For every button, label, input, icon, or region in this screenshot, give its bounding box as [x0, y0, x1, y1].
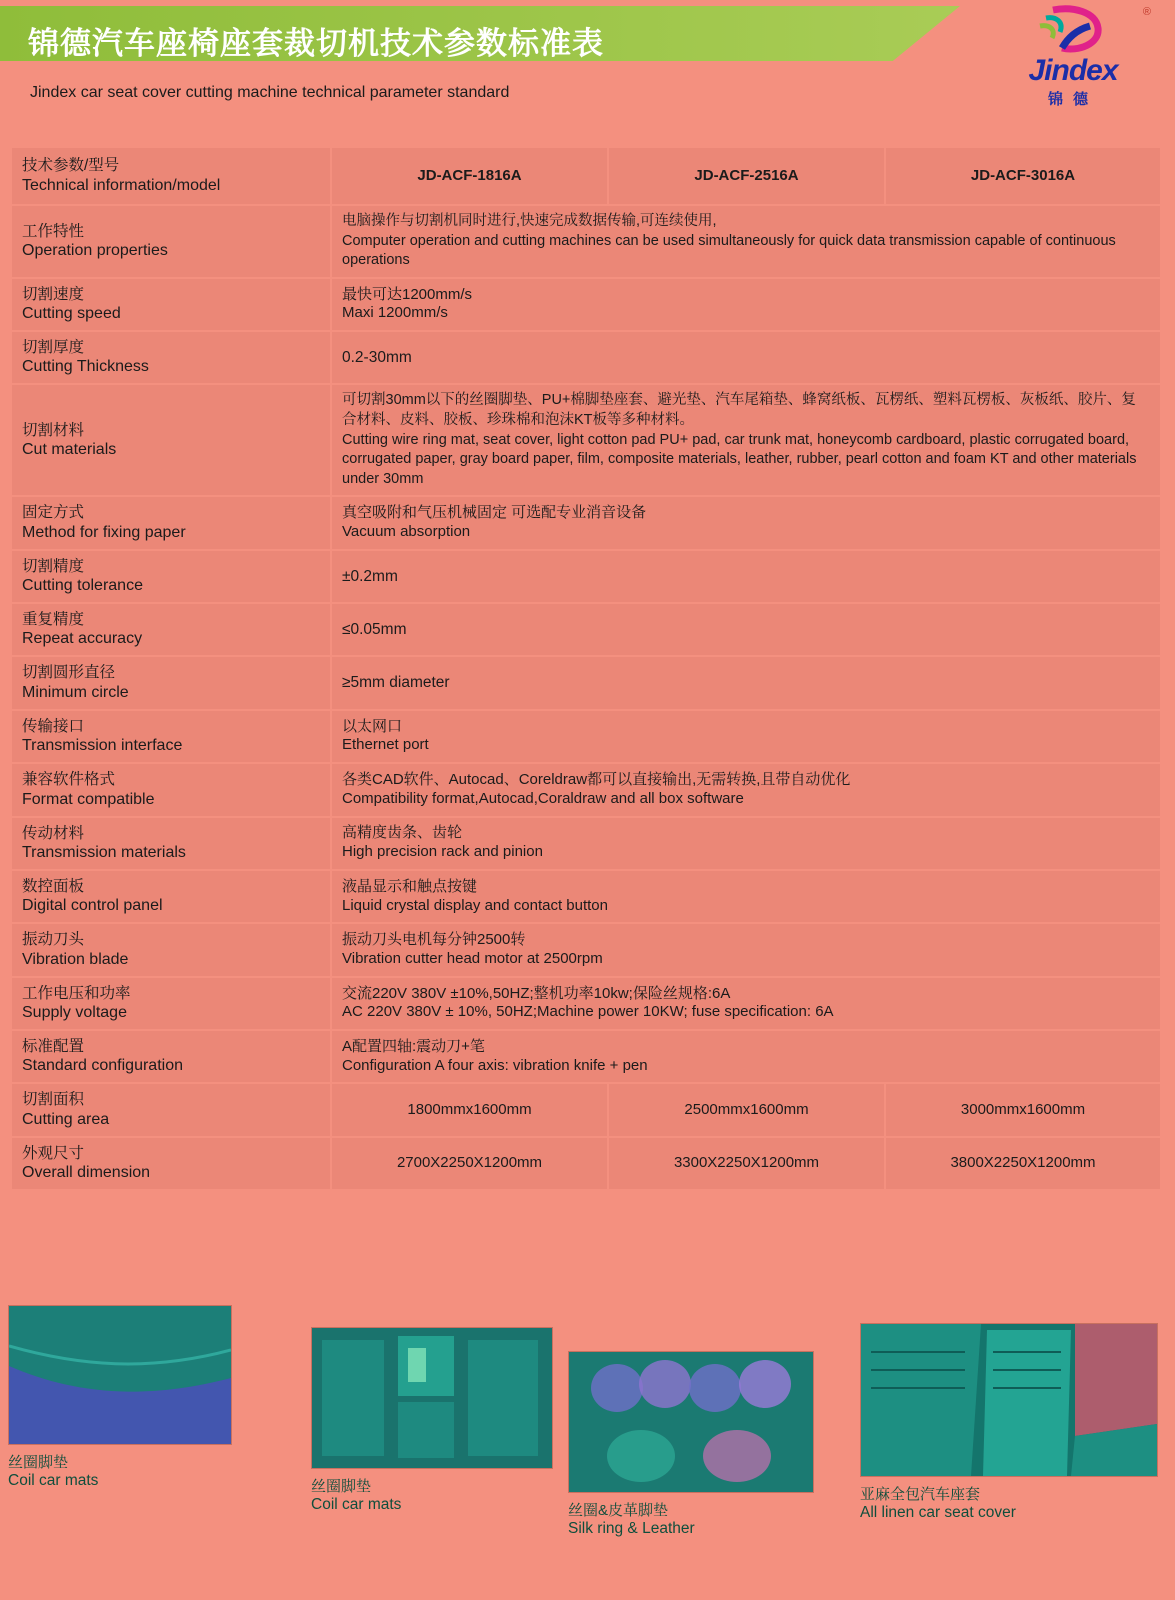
row-value: [331, 331, 1161, 384]
row-value-single: 0.2-30mm: [342, 349, 412, 367]
photo-graphic: [569, 1352, 813, 1492]
table-row: [11, 331, 1161, 384]
table-header-row: [11, 147, 1161, 205]
row-value-en: Configuration A four axis: vibration knife + pen: [342, 1056, 648, 1074]
row-label-en: Overall dimension: [22, 1164, 151, 1182]
row-value: [331, 496, 1161, 549]
row-label: [11, 331, 331, 384]
gallery-item: [311, 1327, 556, 1514]
table-header-label: [11, 147, 331, 205]
row-label-cn: 数控面板: [22, 877, 85, 895]
row-value-single: ≤0.05mm: [342, 621, 407, 638]
overall-dimension-2: 3300X2250X1200mm: [608, 1137, 885, 1190]
company-logo: [993, 4, 1153, 119]
gallery-caption: [860, 1483, 1160, 1522]
row-value-cn: 液晶显示和触点按键: [342, 877, 478, 895]
table-row: [11, 603, 1161, 656]
table-row: [11, 496, 1161, 549]
table-row: [11, 656, 1161, 709]
product-gallery: [8, 1305, 1168, 1595]
row-label: [11, 1030, 331, 1083]
overall-dimension-1: 2700X2250X1200mm: [331, 1137, 608, 1190]
overall-dimension-3: 3800X2250X1200mm: [885, 1137, 1161, 1190]
model-2: JD-ACF-2516A: [608, 147, 885, 205]
table-row: [11, 1030, 1161, 1083]
table-row: [11, 870, 1161, 923]
caption-cn: 丝圈&皮革脚垫: [568, 1502, 669, 1519]
caption-en: Coil car mats: [311, 1496, 402, 1513]
row-label: [11, 1083, 331, 1136]
row-label: [11, 384, 331, 496]
row-value-cn: A配置四轴:震动刀+笔: [342, 1037, 485, 1055]
row-value: [331, 656, 1161, 709]
row-label-en: Minimum circle: [22, 683, 129, 701]
row-label-en: Transmission materials: [22, 843, 186, 861]
photo-graphic: [861, 1324, 1157, 1476]
row-label-en: Supply voltage: [22, 1004, 127, 1021]
row-label-cn: 切割速度: [22, 285, 85, 303]
photo-graphic: [312, 1328, 552, 1468]
caption-en: Coil car mats: [8, 1472, 99, 1489]
row-label-cn: 切割材料: [22, 421, 85, 439]
row-label-en: Transmission interface: [22, 737, 183, 755]
logo-graphic-icon: [998, 4, 1148, 56]
gallery-item: [860, 1323, 1160, 1522]
model-1: JD-ACF-1816A: [331, 147, 608, 205]
row-label-cn: 工作特性: [22, 222, 85, 240]
photo-graphic: [9, 1306, 231, 1444]
page-header: [0, 0, 1175, 120]
row-label-cn: 切割圆形直径: [22, 664, 116, 682]
row-label-cn: 传输接口: [22, 717, 85, 735]
row-label-cn: 振动刀头: [22, 931, 85, 949]
row-label-en: Format compatible: [22, 790, 155, 808]
row-label: [11, 1137, 331, 1190]
table-row: [11, 710, 1161, 763]
row-value-single: ±0.2mm: [342, 567, 398, 585]
row-label-en: Cutting area: [22, 1110, 110, 1128]
spec-table: [10, 146, 1162, 1191]
row-label: [11, 763, 331, 816]
row-label-en: Standard configuration: [22, 1057, 183, 1075]
row-value: [331, 923, 1161, 976]
row-label-en: Operation properties: [22, 242, 168, 260]
cutting-area-1: 1800mmx1600mm: [331, 1083, 608, 1136]
row-value-en: High precision rack and pinion: [342, 843, 543, 861]
row-value: [331, 870, 1161, 923]
row-value-cn: 可切割30mm以下的丝圈脚垫、PU+棉脚垫座套、避光垫、汽车尾箱垫、蜂窝纸板、瓦楞纸、塑料瓦楞板、灰板纸、胶片、复合材料、皮料、胶板、珍珠棉和泡沫KT板等多种材料。: [342, 392, 1136, 428]
row-value: [331, 603, 1161, 656]
gallery-caption: [311, 1475, 556, 1514]
row-label: [11, 870, 331, 923]
row-label: [11, 710, 331, 763]
row-label: [11, 603, 331, 656]
row-label: [11, 923, 331, 976]
caption-en: Silk ring & Leather: [568, 1520, 695, 1537]
product-photo-silk-leather: [568, 1351, 814, 1493]
row-label-cn: 切割厚度: [22, 339, 85, 357]
row-label-en: Cutting Thickness: [22, 358, 149, 376]
row-label-cn: 固定方式: [22, 504, 85, 522]
row-value-cn: 各类CAD软件、Autocad、Coreldraw都可以直接输出,无需转换,且带自动优化: [342, 771, 851, 789]
row-label-en: Method for fixing paper: [22, 523, 186, 541]
row-label-cn: 外观尺寸: [22, 1144, 85, 1162]
row-value-cn: 振动刀头电机每分钟2500转: [342, 931, 526, 949]
table-row-cutting-area: [11, 1083, 1161, 1136]
table-row: [11, 205, 1161, 278]
row-value: [331, 977, 1161, 1030]
row-value-en: Computer operation and cutting machines can be used simultaneously for quick data transmission capable of continuous operations: [342, 232, 1116, 269]
row-label-cn: 工作电压和功率: [22, 984, 131, 1002]
row-value: [331, 550, 1161, 603]
row-value: [331, 710, 1161, 763]
row-value-cn: 真空吸附和气压机械固定 可选配专业消音设备: [342, 504, 647, 522]
row-value-en: Vacuum absorption: [342, 522, 471, 540]
row-label-en: Repeat accuracy: [22, 630, 143, 648]
caption-cn: 亚麻全包汽车座套: [860, 1486, 981, 1503]
product-photo-linen-seat-cover: [860, 1323, 1158, 1477]
row-value: [331, 763, 1161, 816]
row-label-en: Cutting speed: [22, 305, 121, 323]
row-label: [11, 977, 331, 1030]
logo-swirl-icon: [993, 4, 1153, 56]
row-value: [331, 278, 1161, 331]
table-row: [11, 384, 1161, 496]
header-label-cn: 技术参数/型号: [22, 157, 120, 175]
row-label: [11, 496, 331, 549]
gallery-item: [8, 1305, 238, 1490]
row-label: [11, 656, 331, 709]
row-value-single: ≥5mm diameter: [342, 674, 450, 692]
gallery-caption: [568, 1499, 816, 1538]
page-title-en: Jindex car seat cover cutting machine technical parameter standard: [30, 84, 510, 101]
row-value-cn: 交流220V 380V ±10%,50HZ;整机功率10kw;保险丝规格:6A: [342, 984, 731, 1002]
table-row: [11, 977, 1161, 1030]
row-value-en: Compatibility format,Autocad,Coraldraw and all box software: [342, 789, 744, 807]
row-value-cn: 以太网口: [342, 717, 403, 735]
row-value-cn: 最快可达1200mm/s: [342, 285, 473, 303]
table-row: [11, 817, 1161, 870]
table-row-overall-dimension: [11, 1137, 1161, 1190]
cutting-area-2: 2500mmx1600mm: [608, 1083, 885, 1136]
row-label: [11, 817, 331, 870]
caption-cn: 丝圈脚垫: [311, 1478, 372, 1495]
row-value-en: Cutting wire ring mat, seat cover, light cotton pad PU+ pad, car trunk mat, honeycomb cardboard, plastic corrugated board, corrugated paper, gray board paper, film, composite materials, leather, rubber, pearl cotton and foam KT and other materials under 30mm: [342, 431, 1137, 487]
caption-en: All linen car seat cover: [860, 1504, 1016, 1521]
table-row: [11, 550, 1161, 603]
logo-wordmark: Jindex: [1028, 54, 1118, 87]
row-label-en: Cutting tolerance: [22, 577, 143, 594]
row-value-en: Ethernet port: [342, 736, 429, 754]
row-value-en: Liquid crystal display and contact button: [342, 896, 608, 914]
row-label-cn: 传动材料: [22, 824, 85, 842]
header-label-en: Technical information/model: [22, 176, 221, 194]
row-label-en: Vibration blade: [22, 950, 129, 968]
table-row: [11, 923, 1161, 976]
row-label: [11, 205, 331, 278]
row-value-en: Vibration cutter head motor at 2500rpm: [342, 949, 603, 967]
page-title-cn: 锦德汽车座椅座套裁切机技术参数标准表: [28, 26, 604, 61]
row-label-en: Digital control panel: [22, 897, 163, 915]
table-row: [11, 763, 1161, 816]
row-value-cn: 高精度齿条、齿轮: [342, 824, 463, 842]
gallery-item: [568, 1351, 816, 1538]
row-label: [11, 550, 331, 603]
row-label-cn: 兼容软件格式: [22, 771, 116, 789]
caption-cn: 丝圈脚垫: [8, 1454, 69, 1471]
row-value-cn: 电脑操作与切割机同时进行,快速完成数据传输,可连续使用,: [342, 213, 717, 229]
row-label-cn: 切割面积: [22, 1091, 85, 1109]
row-value: [331, 817, 1161, 870]
row-value: [331, 1030, 1161, 1083]
row-label: [11, 278, 331, 331]
row-value-en: Maxi 1200mm/s: [342, 304, 448, 322]
trademark-symbol: ®: [1142, 6, 1151, 18]
product-photo-coil-mat-2: [311, 1327, 553, 1469]
gallery-caption: [8, 1451, 238, 1490]
logo-wordmark-cn: 锦德: [1047, 91, 1098, 108]
row-label-cn: 切割精度: [22, 557, 85, 575]
product-photo-coil-mat-1: [8, 1305, 232, 1445]
table-row: [11, 278, 1161, 331]
row-value: [331, 384, 1161, 496]
model-3: JD-ACF-3016A: [885, 147, 1161, 205]
row-value-en: AC 220V 380V ± 10%, 50HZ;Machine power 10KW; fuse specification: 6A: [342, 1003, 834, 1021]
row-label-cn: 标准配置: [22, 1038, 85, 1055]
row-label-en: Cut materials: [22, 441, 117, 459]
row-value: [331, 205, 1161, 278]
cutting-area-3: 3000mmx1600mm: [885, 1083, 1161, 1136]
row-label-cn: 重复精度: [22, 611, 85, 628]
